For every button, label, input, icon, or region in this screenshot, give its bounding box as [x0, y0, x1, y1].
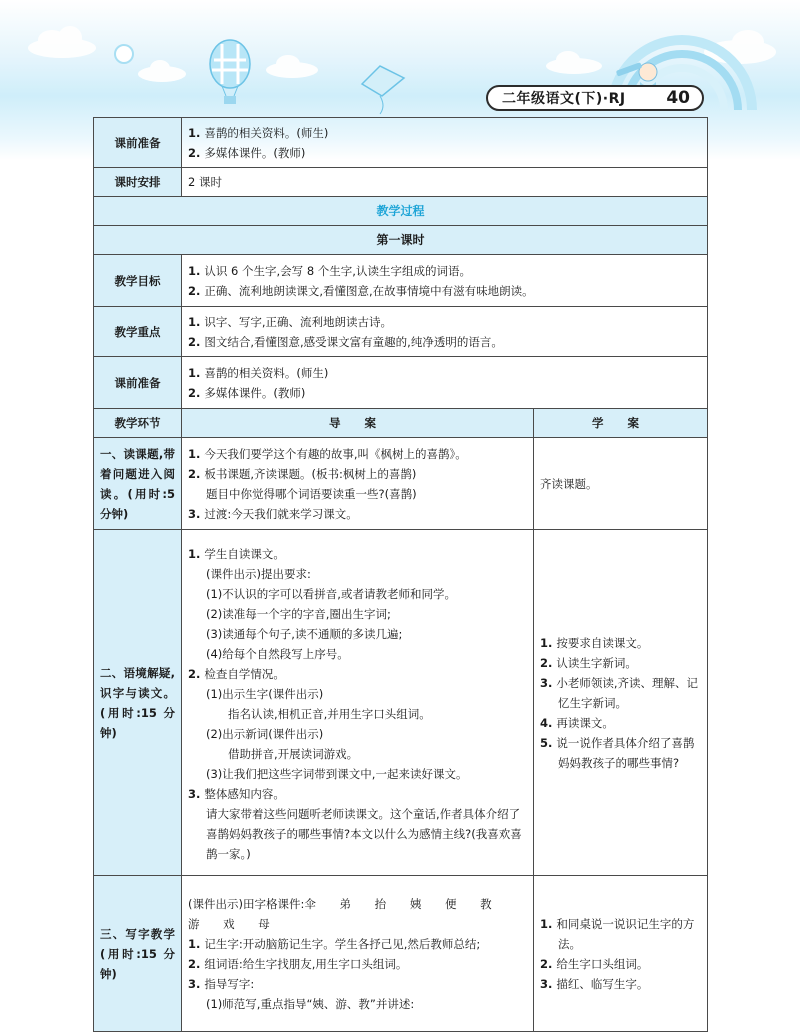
- stage2-label: 二、语境解疑,识字与读文。(用时:15 分钟): [94, 530, 182, 876]
- stage1-row: [94, 438, 708, 530]
- goals-content: 1. 认识 6 个生字,会写 8 个生字,认读生字组成的词语。 2. 正确、流利地朗读课文,看懂图意,在故事情境中有滋有味地朗读。: [182, 255, 708, 307]
- process-title-row: [94, 197, 708, 226]
- stage2-study: 1. 按要求自读课文。 2. 认读生字新词。 3. 小老师领读,齐读、理解、记忆生字新词。 4. 再读课文。 5. 说一说作者具体介绍了喜鹊妈妈教孩子的哪些事情?: [534, 530, 708, 876]
- practice-characters: 伞 弟 抬 姨 便 教 游 戏 母: [188, 896, 502, 931]
- column-guide: 导 案: [182, 409, 534, 438]
- prep-top-label: 课前准备: [94, 118, 182, 168]
- prep-lesson-row: [94, 357, 708, 409]
- process-title: 教学过程: [94, 197, 708, 226]
- hot-air-balloon-icon: [210, 40, 250, 104]
- prep-top-row: [94, 118, 708, 168]
- stage1-study: 齐读课题。: [534, 438, 708, 530]
- lesson-plan-table: [93, 117, 708, 1032]
- stage3-study: 1. 和同桌说一说识记生字的方法。 2. 给生字口头组词。 3. 描红、临写生字。: [534, 876, 708, 1032]
- stage2-guide: 1. 学生自读课文。 (课件出示)提出要求: (1)不认识的字可以看拼音,或者请教老师和同学。 (2)读准每一个字的字音,圈出生字词; (3)读通每个句子,读不通顺的多读几遍; (4)给每个自然段写上序号。 2. 检查自学情况。 (1)出示生字(课件出示) 指名认读,相机正音,并用生字口头组词。 (2)出示新词(课件出示) 借助拼音,开展读词游戏。 (3)让我们把这些字词带到课文中,一起来读好课文。 3. 整体感知内容。 请大家带着这些问题听老师读课文。这个童话,作者具体介绍了喜鹊妈妈教孩子的哪些事情?本文以什么为感情主线?(我喜欢喜鹊一家。): [182, 530, 534, 876]
- page-number: 40: [666, 88, 690, 108]
- focus-row: [94, 307, 708, 357]
- column-stage: 教学环节: [94, 409, 182, 438]
- prep-lesson-content: 1. 喜鹊的相关资料。(师生) 2. 多媒体课件。(教师): [182, 357, 708, 409]
- book-title: 二年级语文(下)·RJ: [502, 91, 626, 107]
- prep-lesson-label: 课前准备: [94, 357, 182, 409]
- stage3-guide: (课件出示)田字格课件:伞 弟 抬 姨 便 教 游 戏 母 1. 记生字:开动脑筋记生字。学生各抒己见,然后教师总结; 2. 组词语:给生字找朋友,用生字口头组词。 3. 指导写字: (1)师范写,重点指导“姨、游、教”并讲述:: [182, 876, 534, 1032]
- lesson-title: 第一课时: [94, 226, 708, 255]
- prep-top-content: 1. 喜鹊的相关资料。(师生) 2. 多媒体课件。(教师): [182, 118, 708, 168]
- stage3-label: 三、写字教学(用时:15 分钟): [94, 876, 182, 1032]
- goals-row: [94, 255, 708, 307]
- lesson-title-row: [94, 226, 708, 255]
- stage2-row: [94, 530, 708, 876]
- goals-label: 教学目标: [94, 255, 182, 307]
- sun-icon: [115, 45, 133, 63]
- schedule-label: 课时安排: [94, 168, 182, 197]
- stage1-label: 一、读课题,带着问题进入阅读。(用时:5 分钟): [94, 438, 182, 530]
- schedule-value: 2 课时: [182, 168, 708, 197]
- stage3-row: [94, 876, 708, 1032]
- column-study: 学 案: [534, 409, 708, 438]
- kite-icon: [362, 66, 404, 114]
- column-header-row: [94, 409, 708, 438]
- focus-content: 1. 识字、写字,正确、流利地朗读古诗。 2. 图文结合,看懂图意,感受课文富有童趣的,纯净透明的语言。: [182, 307, 708, 357]
- stage1-guide: 1. 今天我们要学这个有趣的故事,叫《枫树上的喜鹊》。 2. 板书课题,齐读课题。(板书:枫树上的喜鹊) 题目中你觉得哪个词语要读重一些?(喜鹊) 3. 过渡:今天我们就来学习课文。: [182, 438, 534, 530]
- schedule-row: [94, 168, 708, 197]
- focus-label: 教学重点: [94, 307, 182, 357]
- book-page-header: [486, 85, 704, 111]
